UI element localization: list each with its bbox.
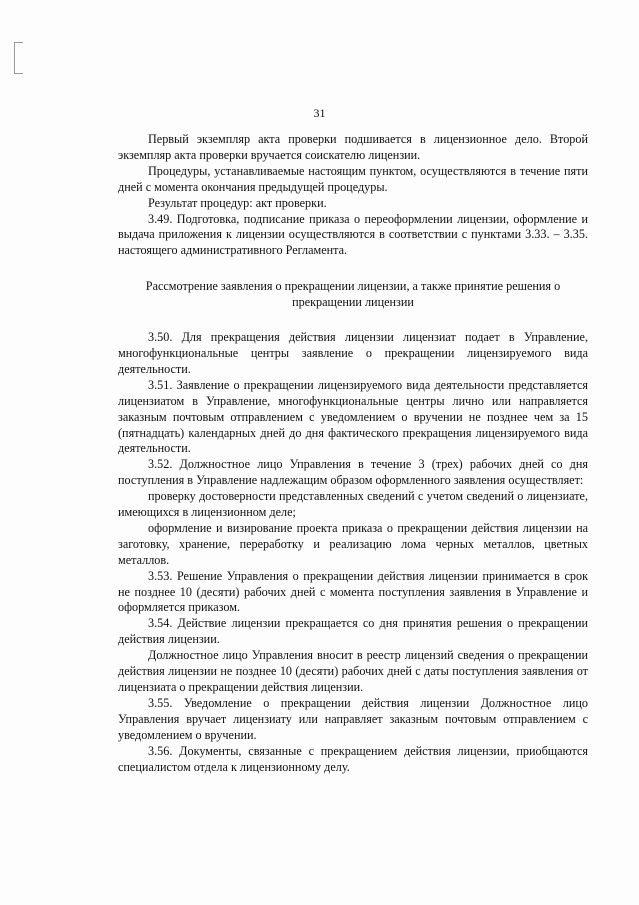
paragraph: Процедуры, устанавливаемые настоящим пунктом, осуществляются в течение пяти дней с момента окончания предыдущей процедуры. (118, 163, 588, 194)
scan-edge-mark (14, 42, 23, 74)
document-body (118, 132, 588, 775)
paragraph: 3.52. Должностное лицо Управления в течение 3 (трех) рабочих дней со дня поступления в Управление надлежащим образом оформленного заявления осуществляет: (118, 457, 588, 488)
paragraph: 3.54. Действие лицензии прекращается со дня принятия решения о прекращении действия лицензии. (118, 616, 588, 647)
paragraph: 3.50. Для прекращения действия лицензии лицензиат подает в Управление, многофункциональные центры заявление о прекращении лицензируемого вида деятельности. (118, 330, 588, 376)
paragraph: проверку достоверности представленных сведений с учетом сведений о лицензиате, имеющихся в лицензионном деле; (118, 489, 588, 520)
paragraph: 3.53. Решение Управления о прекращении действия лицензии принимается в срок не позднее 10 (десяти) рабочих дней с момента поступления заявления в Управление и оформляется приказом. (118, 568, 588, 615)
paragraph: Результат процедур: акт проверки. (148, 195, 327, 210)
paragraph: 3.55. Уведомление о прекращении действия лицензии Должностное лицо Управления вручает лицензиату или направляет заказным почтовым отправлением с уведомлением о вручении. (118, 695, 588, 742)
paragraph: оформление и визирование проекта приказа о прекращении действия лицензии на заготовку, хранение, переработку и реализацию лома черных металлов, цветных металлов. (118, 520, 588, 567)
paragraph: Должностное лицо Управления вносит в реестр лицензий сведения о прекращении действия лицензии не позднее 10 (десяти) рабочих дней с даты поступления заявления от лицензиата о прекращении действия лицензии. (118, 648, 588, 694)
paragraph: 3.51. Заявление о прекращении лицензируемого вида деятельности представляется лицензиатом в Управление, многофункциональные центры лично или направляется заказным почтовым отправлением с уведомлением о вручении не позднее чем за 15 (пятнадцать) календарных дней до дня фактического прекращения лицензируемого вида деятельности. (118, 377, 588, 456)
section-heading: Рассмотрение заявления о прекращении лицензии, а также принятие решения о прекращении лицензии (145, 279, 561, 310)
page-number: 31 (313, 106, 326, 120)
paragraph: Первый экземпляр акта проверки подшивается в лицензионное дело. Второй экземпляр акта проверки вручается соискателю лицензии. (118, 132, 588, 162)
paragraph: 3.56. Документы, связанные с прекращением действия лицензии, приобщаются специалистом отдела к лицензионному делу. (118, 743, 588, 774)
paragraph: 3.49. Подготовка, подписание приказа о переоформлении лицензии, оформление и выдача приложения к лицензии осуществляются в соответствии с пунктами 3.33. – 3.35. настоящего административного Регламента. (118, 211, 588, 258)
